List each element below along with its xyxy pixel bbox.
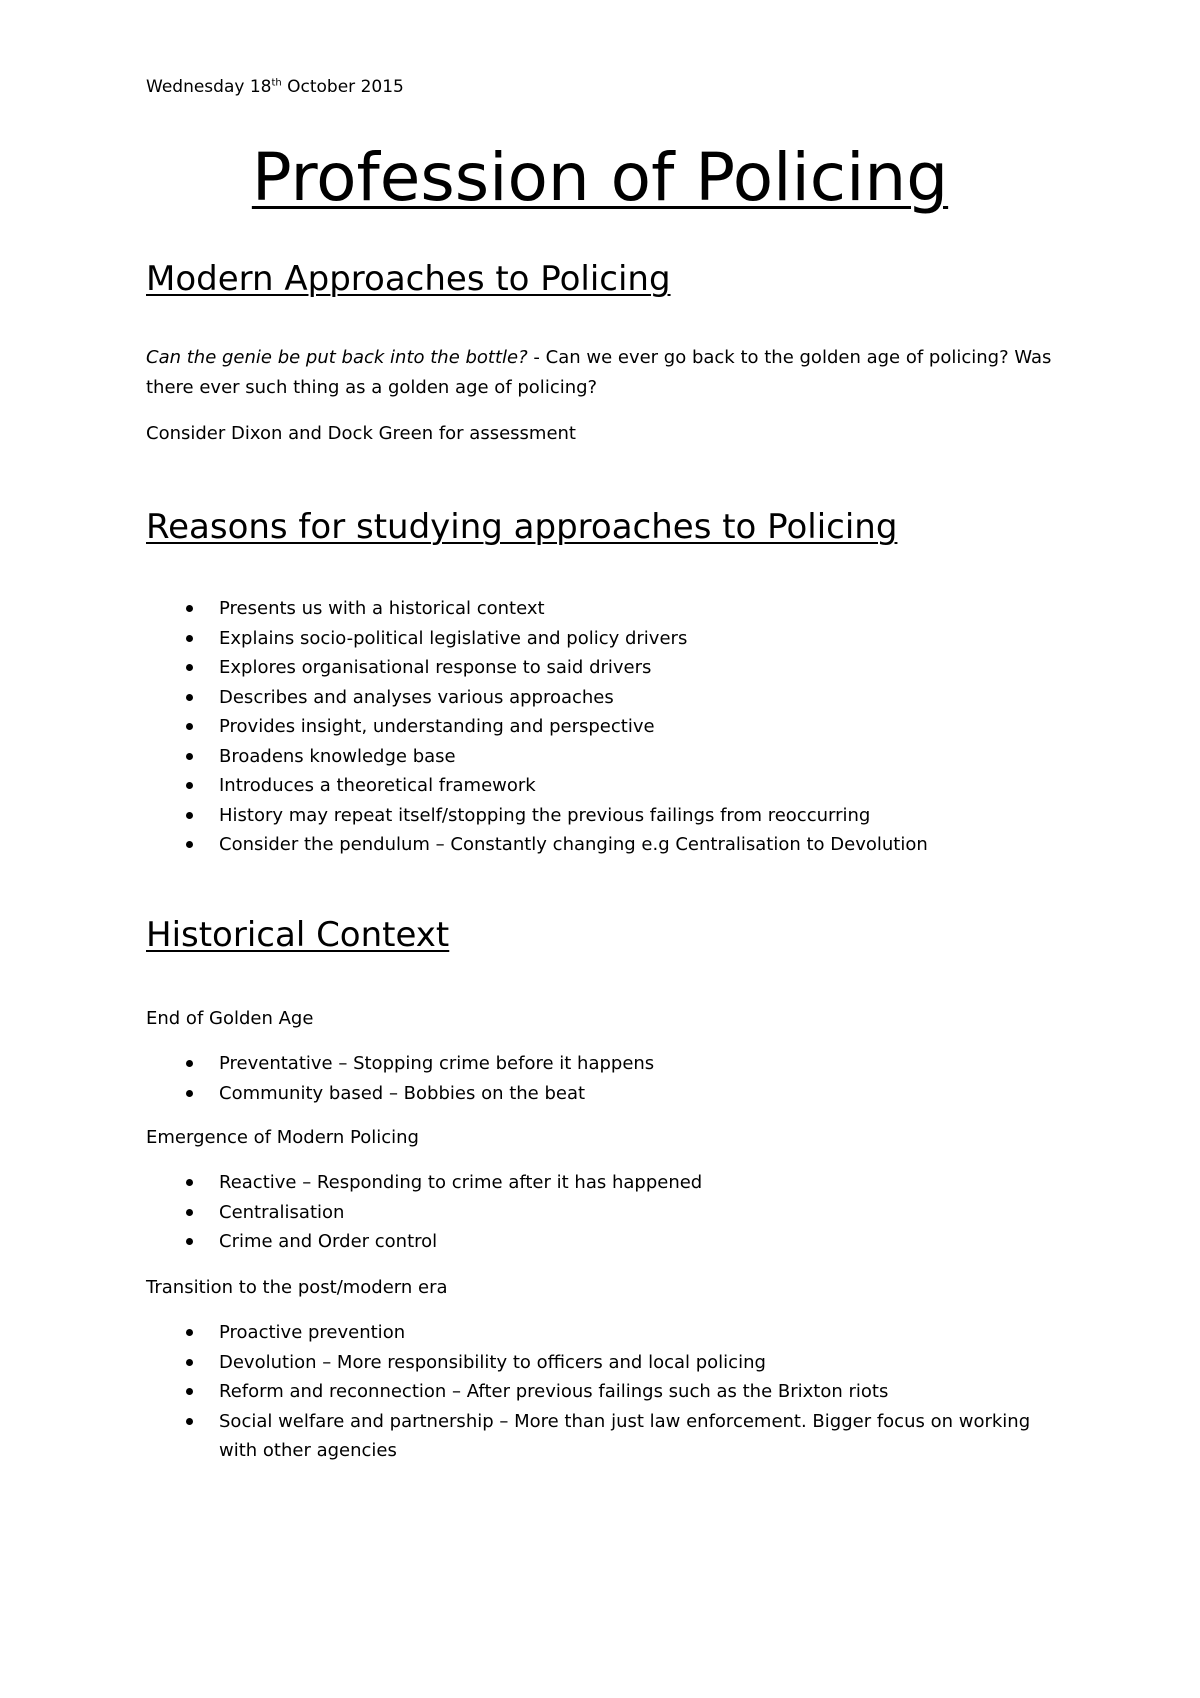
list-item [0,1168,1100,1198]
reasons-list [0,594,1100,860]
emergence-list [0,1168,1100,1257]
bullet-icon [186,664,193,671]
bullet-icon [186,1359,193,1366]
bullet-icon [186,753,193,760]
heading-reasons: Reasons for studying approaches to Policing [146,507,898,547]
heading-modern-approaches: Modern Approaches to Policing [146,259,671,299]
list-item-text: Centralisation [219,1201,345,1223]
list-item [0,801,1100,831]
list-item [0,1198,1100,1228]
list-item [0,594,1100,624]
bullet-icon [186,605,193,612]
assessment-note: Consider Dixon and Dock Green for assessment [146,423,576,444]
heading-historical-context: Historical Context [146,915,450,955]
list-item [0,683,1100,713]
list-item-text: Community based – Bobbies on the beat [219,1082,586,1104]
bullet-icon [186,1209,193,1216]
list-item-text: Social welfare and partnership – More than just law enforcement. Bigger focus on working with other agencies [219,1410,1031,1461]
list-item [0,1227,1100,1257]
list-item-text: Broadens knowledge base [219,745,456,767]
list-item-text: Consider the pendulum – Constantly changing e.g Centralisation to Devolution [219,834,928,855]
page-title: Profession of Policing [251,139,949,216]
list-item-text: Describes and analyses various approaches [219,686,614,708]
list-item-text: Reactive – Responding to crime after it has happened [219,1172,703,1193]
bullet-icon [186,1060,193,1067]
label-transition-post-modern: Transition to the post/modern era [146,1277,448,1298]
list-item [0,624,1100,654]
bullet-icon [186,841,193,848]
list-item [0,742,1100,772]
list-item [0,712,1100,742]
list-item-text: Introduces a theoretical framework [219,775,536,796]
list-item-text: History may repeat itself/stopping the previous failings from reoccurring [219,804,871,826]
date-ordinal: th [271,77,282,89]
list-item [0,1079,1100,1109]
list-item [0,1377,1100,1407]
list-item-text: Presents us with a historical context [219,598,545,619]
bullet-icon [186,635,193,642]
bullet-icon [186,812,193,819]
bullet-icon [186,782,193,789]
list-item [0,1348,1100,1378]
list-item-text: Proactive prevention [219,1322,406,1343]
bullet-icon [186,1418,193,1425]
question-rest: - Can we ever go back to the golden age of policing? Was there ever such thing as a golden age of policing? [146,347,1052,398]
question-paragraph [146,343,1066,403]
date-day: Wednesday 18 [146,77,272,97]
list-item [0,1049,1100,1079]
list-item-text: Preventative – Stopping crime before it happens [219,1053,655,1074]
list-item [0,1407,1049,1466]
bullet-icon [186,694,193,701]
list-item-text: Provides insight, understanding and perspective [219,716,655,737]
list-item-text: Explains socio-political legislative and policy drivers [219,627,688,649]
document-date [146,76,404,98]
list-item [0,1318,1100,1348]
question-italic: Can the genie be put back into the bottle? [146,347,528,368]
bullet-icon [186,1090,193,1097]
date-month-year: October 2015 [281,77,404,97]
transition-list [0,1318,1100,1466]
list-item-text: Crime and Order control [219,1231,438,1252]
list-item [0,771,1100,801]
label-emergence-modern-policing: Emergence of Modern Policing [146,1127,419,1148]
list-item-text: Devolution – More responsibility to officers and local policing [219,1351,766,1373]
label-end-golden-age: End of Golden Age [146,1008,314,1029]
list-item [0,653,1100,683]
bullet-icon [186,1238,193,1245]
bullet-icon [186,1388,193,1395]
list-item-text: Reform and reconnection – After previous failings such as the Brixton riots [219,1381,889,1402]
golden-age-list [0,1049,1100,1108]
bullet-icon [186,1329,193,1336]
list-item [0,830,1100,860]
bullet-icon [186,1179,193,1186]
bullet-icon [186,723,193,730]
list-item-text: Explores organisational response to said drivers [219,657,652,678]
